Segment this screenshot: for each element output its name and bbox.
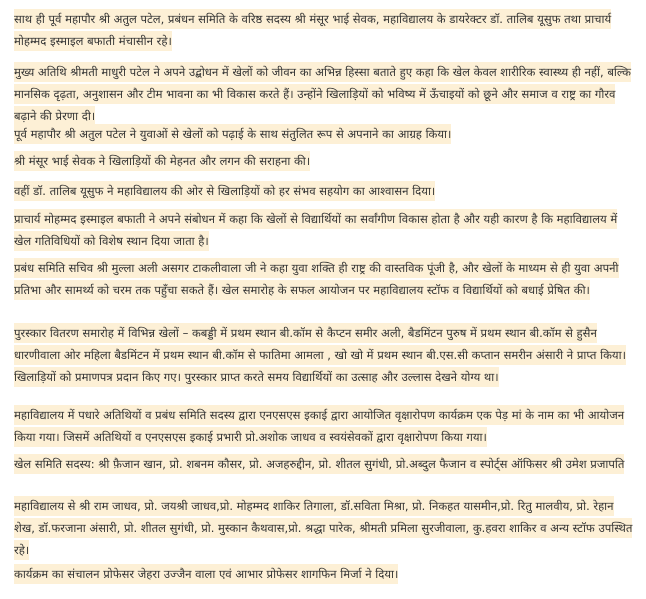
paragraph-talib-yusuf — [14, 180, 634, 202]
paragraph-text: महाविद्यालय से श्री राम जाधव, प्रो. जयश्री जाधव,प्रो. मोहम्मद शाकिर तिगाला, डॉ.सविता मिश्रा, प्रो. निकहत यासमीन,प्रो. रितु मालवीय, प्रो. रेहान शेख, डॉ.फरजाना अंसारी, प्रो. शीतल सुगंधी, प्रो. मुस्कान कैथवास,प्रो. श्रद्धा पारेक, श्रीमती प्रमिला सुरजीवाला, कु.हवरा शाकिर व अन्य स्टॉफ उपस्थित रहे। — [14, 496, 632, 560]
paragraph-staff-present — [14, 495, 634, 561]
paragraph-secretary — [14, 257, 634, 301]
paragraph-text: श्री मंसूर भाई सेवक ने खिलाड़ियों की मेहनत और लगन की सराहना की। — [14, 151, 310, 171]
paragraph-anchoring — [14, 563, 634, 585]
paragraph-dignitaries — [14, 8, 634, 52]
paragraph-text: कार्यक्रम का संचालन प्रोफेसर जेहरा उज्जैन वाला एवं आभार प्रोफेसर शागफिन मिर्जा ने दिया। — [14, 564, 398, 584]
paragraph-text: पूर्व महापौर श्री अतुल पटेल ने युवाओं से खेलों को पढ़ाई के साथ संतुलित रूप से अपनाने का आग्रह किया। — [14, 124, 451, 144]
paragraph-mansoor-sevak — [14, 150, 634, 172]
paragraph-prize-distribution — [14, 322, 634, 388]
paragraph-former-mayor — [14, 123, 634, 145]
paragraph-text: साथ ही पूर्व महापौर श्री अतुल पटेल, प्रबंधन समिति के वरिष्ठ सदस्य श्री मंसूर भाई सेवक, महाविद्यालय के डायरेक्टर डॉ. तालिब यूसुफ तथा प्राचार्य मोहम्मद इस्माइल बफाती मंचासीन रहे। — [14, 9, 611, 51]
paragraph-text: पुरस्कार वितरण समारोह में विभिन्न खेलों – कबड्डी में प्रथम स्थान बी.कॉम से कैप्टन समीर अली, बैडमिंटन पुरुष में प्रथम स्थान बी.कॉम से हुसैन धारणीवाला ओर महिला बैडमिंटन में प्रथम स्थान बी.कॉम से फातिमा आमला , खो खो में प्रथम स्थान बी.एस.सी कप्तान समरीन अंसारी ने प्राप्त किया। खिलाड़ियों को प्रमाणपत्र प्रदान किए गए। पुरस्कार प्राप्त करते समय विद्यार्थियों का उत्साह और उल्लास देखने योग्य था। — [14, 323, 626, 387]
paragraph-text: प्राचार्य मोहम्मद इस्माइल बफाती ने अपने संबोधन में कहा कि खेलों से विद्यार्थियों का सर्वांगीण विकास होता है और यही कारण है कि महाविद्यालय में खेल गतिविधियों को विशेष स्थान दिया जाता है। — [14, 209, 617, 251]
paragraph-principal — [14, 208, 634, 252]
paragraph-text: मुख्य अतिथि श्रीमती माधुरी पटेल ने अपने उद्बोधन में खेलों को जीवन का अभिन्न हिस्सा बताते हुए कहा कि खेल केवल शारीरिक स्वास्थ्य ही नहीं, बल्कि मानसिक दृढ़ता, अनुशासन और टीम भावना का भी विकास करते हैं। उन्होंने खिलाड़ियों को भविष्य में ऊँचाइयों को छूने और समाज व राष्ट्र का गौरव बढ़ाने की प्रेरणा दी। — [14, 62, 631, 126]
paragraph-text: वहीं डॉ. तालिब यूसुफ ने महाविद्यालय की ओर से खिलाड़ियों को हर संभव सहयोग का आश्वासन दिया। — [14, 181, 435, 201]
paragraph-text: खेल समिति सदस्य: श्री फ़ैजान खान, प्रो. शबनम कौसर, प्रो. अजहरुद्दीन, प्रो. शीतल सुगंधी, प्रो.अब्दुल फैजान व स्पोर्ट्स ऑफिसर श्री उमेश प्रजापति — [14, 454, 624, 474]
paragraph-plantation — [14, 404, 634, 448]
paragraph-text: प्रबंध समिति सचिव श्री मुल्ला अली असगर टाकलीवाला जी ने कहा युवा शक्ति ही राष्ट्र की वास्तविक पूंजी है, और खेलों के माध्यम से ही युवा अपनी प्रतिभा और सामर्थ्य को चरम तक पहुँचा सकते हैं। खेल समारोह के सफल आयोजन पर महाविद्यालय स्टॉफ व विद्यार्थियों को बधाई प्रेषित की। — [14, 258, 619, 300]
paragraph-sports-committee — [14, 453, 634, 475]
paragraph-chief-guest — [14, 61, 634, 127]
paragraph-text: महाविद्यालय में पधारे अतिथियों व प्रबंध समिति सदस्य द्वारा एनएसएस इकाई द्वारा आयोजित वृक्षारोपण कार्यक्रम एक पेड़ मां के नाम का भी आयोजन किया गया। जिसमें अतिथियों व एनएसएस इकाई प्रभारी प्रो.अशोक जाधव व स्वयंसेवकों द्वारा वृक्षारोपण किया गया। — [14, 405, 624, 447]
